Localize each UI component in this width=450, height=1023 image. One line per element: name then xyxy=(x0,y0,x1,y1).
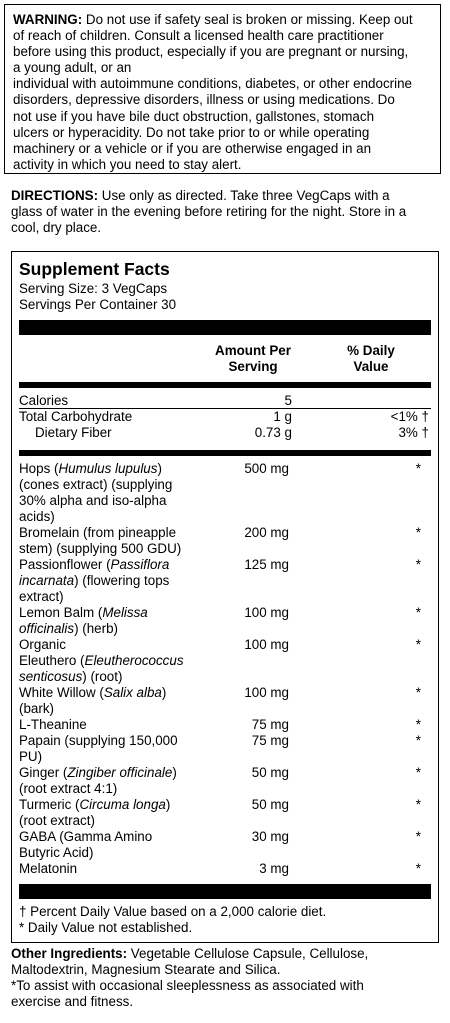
ingredient-name: Papain (supplying 150,000 PU) xyxy=(19,733,178,764)
warning-box xyxy=(4,4,441,174)
servings-per-container: Servings Per Container 30 xyxy=(19,297,177,312)
thick-divider xyxy=(19,884,431,899)
ingredient-amount: 50 mg xyxy=(251,765,289,780)
directions-label: DIRECTIONS: xyxy=(11,188,99,203)
ingredient-amount: 100 mg xyxy=(244,685,289,700)
ingredient-amount: 200 mg xyxy=(244,525,289,540)
ingredient-name: Melatonin xyxy=(19,861,78,876)
ingredient-name: Lemon Balm (Melissa officinalis) (herb) xyxy=(19,605,148,636)
nutrient-name: Calories xyxy=(19,393,69,408)
ingredient-daily-value: * xyxy=(415,461,421,476)
ingredient-amount: 50 mg xyxy=(251,797,289,812)
ingredient-amount: 500 mg xyxy=(244,461,289,476)
ingredient-name: L-Theanine xyxy=(19,717,87,732)
ingredient-daily-value: * xyxy=(415,861,421,876)
ingredient-daily-value: * xyxy=(415,605,421,620)
footnotes xyxy=(19,904,326,936)
other-ingredients: Other Ingredients: Vegetable Cellulose Capsule, Cellulose, Maltodextrin, Magnesium Stearate and Silica. *To assist with occasional sleeplessness as associated with exercise and fitness. xyxy=(11,946,369,1009)
warning-text: WARNING: Do not use if safety seal is broken or missing. Keep out of reach of children. Consult a licensed health care practitioner before using this product, especially if you are pregnant or nursing, a young adult, or an individual with autoimmune conditions, diabetes, or other endocrine disorders, depressive disorders, illness or using medications. Do not use if you have bile duct obstruction, gallstones, stomach ulcers or hyperacidity. Do not take prior to or while operating machinery or a vehicle or if you are otherwise engaged in an activity in which you need to stay alert. xyxy=(13,12,413,172)
daily-value-header: % Daily Value xyxy=(347,343,395,374)
ingredient-amount: 100 mg xyxy=(244,605,289,620)
ingredient-amount: 3 mg xyxy=(259,861,289,876)
medium-divider xyxy=(19,450,431,456)
nutrient-name: Dietary Fiber xyxy=(35,425,112,440)
ingredient-name: Hops (Humulus lupulus) (cones extract) (supplying 30% alpha and iso-alpha acids) xyxy=(19,461,173,524)
ingredient-daily-value: * xyxy=(415,717,421,732)
ingredient-daily-value: * xyxy=(415,557,421,572)
ingredient-amount: 125 mg xyxy=(244,557,289,572)
ingredient-daily-value: * xyxy=(415,685,421,700)
ingredient-daily-value: * xyxy=(415,765,421,780)
ingredient-name: Passionflower (Passiflora incarnata) (flowering tops extract) xyxy=(19,557,170,604)
nutrient-amount: 1 g xyxy=(273,409,292,424)
supplement-facts-panel xyxy=(11,251,439,943)
ingredient-name: White Willow (Salix alba) (bark) xyxy=(19,685,167,716)
ingredient-name: Turmeric (Circuma longa) (root extract) xyxy=(19,797,171,828)
ingredient-daily-value: * xyxy=(415,637,421,652)
ingredient-daily-value: * xyxy=(415,829,421,844)
ingredient-name: Ginger (Zingiber officinale) (root extract 4:1) xyxy=(19,765,177,796)
nutrient-amount: 5 xyxy=(284,393,292,408)
ingredient-name: Organic Eleuthero (Eleutherococcus senticosus) (root) xyxy=(19,637,184,684)
facts-title: Supplement Facts xyxy=(19,259,170,279)
nutrient-daily-value: <1% † xyxy=(390,409,429,424)
ingredient-daily-value: * xyxy=(415,733,421,748)
thick-divider xyxy=(19,320,431,335)
ingredient-name: Bromelain (from pineapple stem) (supplying 500 GDU) xyxy=(19,525,182,556)
warning-label: WARNING: xyxy=(13,12,83,27)
nutrient-daily-value: 3% † xyxy=(398,425,429,440)
nutrient-amount: 0.73 g xyxy=(254,425,292,440)
ingredient-daily-value: * xyxy=(415,797,421,812)
ingredient-amount: 75 mg xyxy=(251,733,289,748)
ingredient-amount: 30 mg xyxy=(251,829,289,844)
ingredient-amount: 75 mg xyxy=(251,717,289,732)
ingredient-daily-value: * xyxy=(415,525,421,540)
medium-divider xyxy=(19,382,431,388)
serving-size: Serving Size: 3 VegCaps xyxy=(19,281,168,296)
nutrient-name: Total Carbohydrate xyxy=(19,409,133,424)
ingredient-amount: 100 mg xyxy=(244,637,289,652)
footnote-daily-value: † Percent Daily Value based on a 2,000 calorie diet. xyxy=(19,904,327,919)
directions-text: DIRECTIONS: Use only as directed. Take three VegCaps with a glass of water in the evening before retiring for the night. Store in a cool, dry place. xyxy=(11,188,407,235)
amount-per-serving-header: Amount Per Serving xyxy=(215,343,291,374)
ingredient-name: GABA (Gamma Amino Butyric Acid) xyxy=(19,829,153,860)
other-ingredients-label: Other Ingredients: xyxy=(11,946,128,961)
footnote-not-established: * Daily Value not established. xyxy=(19,920,193,935)
